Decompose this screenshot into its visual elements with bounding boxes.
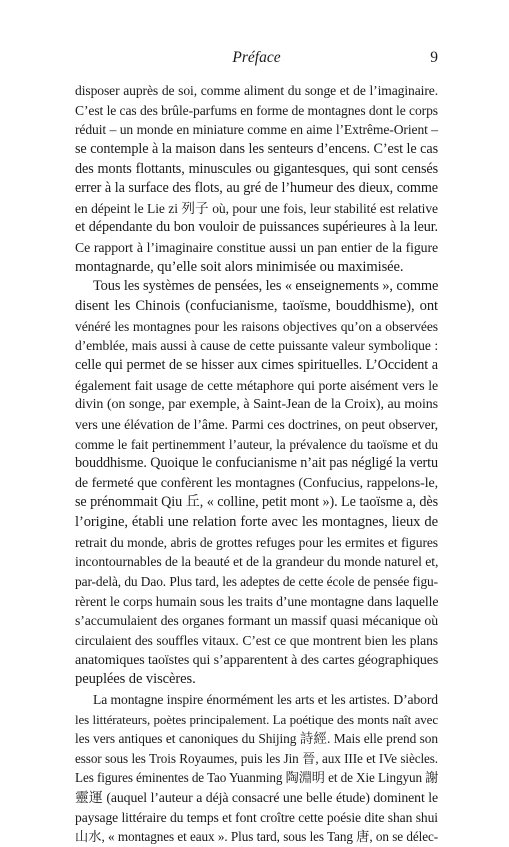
text-line: disposer auprès de soi, comme aliment du songe et de l’imaginaire.: [75, 83, 438, 98]
text-line: La montagne inspire énormément les arts et les artistes. D’abord: [93, 691, 438, 707]
text-line: circulaient des souffles vitaux. C’est ce que montrent bien les plans: [75, 632, 438, 648]
text-line: errer à la surface des flots, au gré de l’humeur des dieux, comme: [75, 180, 438, 197]
text-line: se prénommait Qiu 丘, « colline, petit mont »). Le taoïsme a, dès: [75, 494, 438, 511]
text-line: bouddhisme. Quoique le confucianisme n’ait pas négligé la vertu: [75, 455, 438, 472]
text-line: également fait usage de cette métaphore qui porte aisément vers le: [75, 377, 438, 393]
text-line: Les figures éminentes de Tao Yuanming 陶淵明 et de Xie Lingyun 謝: [75, 770, 439, 786]
text-line: l’origine, établi une relation forte avec les montagnes, lieux de: [75, 514, 438, 531]
text-line: 山水, « montagnes et eaux ». Plus tard, sous les Tang 唐, on se délec-: [75, 829, 438, 845]
text-line: vers une élévation de l’âme. Parmi ces doctrines, on peut observer,: [75, 416, 438, 432]
text-line: anatomiques taoïstes qui s’apparentent à des cartes géographiques: [75, 652, 439, 668]
text-line: divin (on songe, par exemple, à Saint-Jean de la Croix), au moins: [75, 397, 438, 413]
text-line: celle qui permet de se hisser aux cimes spirituelles. L’Occident a: [75, 356, 438, 373]
text-line: peuplées de viscères.: [75, 671, 196, 688]
text-line: incontournables de la beauté et de la grandeur du monde naturel et,: [75, 554, 439, 570]
page-number: 9: [430, 49, 438, 66]
text-line: rèrent le corps humain sous les traits d’une montagne dans laquelle: [75, 593, 439, 609]
text-line: Ce rapport à l’imaginaire constitue aussi un pan entier de la figure: [75, 240, 438, 256]
text-line: montagnarde, qu’elle soit alors minimisée ou maximisée.: [75, 258, 404, 275]
body-text: [75, 81, 438, 847]
text-line: paysage littéraire du temps et font croître cette poésie dite shan shui: [75, 809, 438, 825]
text-line: C’est le cas des brûle-parfums en forme de montagnes dont le corps: [75, 102, 438, 118]
text-line: Tous les systèmes de pensées, les « enseignements », comme: [93, 278, 439, 295]
running-title: Préface: [232, 49, 281, 66]
text-line: par-delà, du Dao. Plus tard, les adeptes de cette école de pensée figu-: [75, 574, 438, 590]
text-line: retrait du monde, abris de grottes refuges pour les ermites et figures: [75, 534, 438, 550]
text-line: s’accumulaient des organes formant un massif quasi mécanique où: [75, 613, 438, 629]
text-line: les littérateurs, poètes principalement. La poétique des monts naît avec: [75, 711, 438, 727]
text-line: des monts flottants, minuscules ou gigantesques, qui sont censés: [75, 160, 438, 177]
text-line: en dépeint le Lie zi 列子 où, pour une fois, leur stabilité est relative: [75, 200, 438, 216]
text-line: se contemple à la maison dans les senteurs d’encens. C’est le cas: [75, 140, 438, 157]
text-line: essor sous les Trois Royaumes, puis les Jin 晉, aux IIIe et IVe siècles.: [75, 750, 438, 766]
text-line: de fermeté que confèrent les montagnes (Confucius, rappelons-le,: [75, 475, 438, 491]
text-line: d’emblée, mais aussi à cause de cette puissante valeur symbolique :: [75, 338, 438, 354]
text-line: 靈運 (auquel l’auteur a déjà consacré une belle étude) dominent le: [75, 790, 438, 806]
text-line: réduit – un monde en miniature comme en aime l’Extrême-Orient –: [75, 122, 438, 138]
text-line: les vers antiques et canoniques du Shijing 詩經. Mais elle prend son: [75, 731, 438, 747]
text-line: et dépendante du bon vouloir de puissances supérieures à la leur.: [75, 219, 438, 236]
text-line: vénéré les montagnes pour les raisons objectives qu’on a observées: [75, 318, 438, 334]
text-line: disent les Chinois (confucianisme, taoïsme, bouddhisme), ont: [75, 298, 438, 315]
text-line: comme le fait pertinemment l’auteur, la prévalence du taoïsme et du: [75, 436, 438, 452]
running-head: [75, 49, 438, 67]
